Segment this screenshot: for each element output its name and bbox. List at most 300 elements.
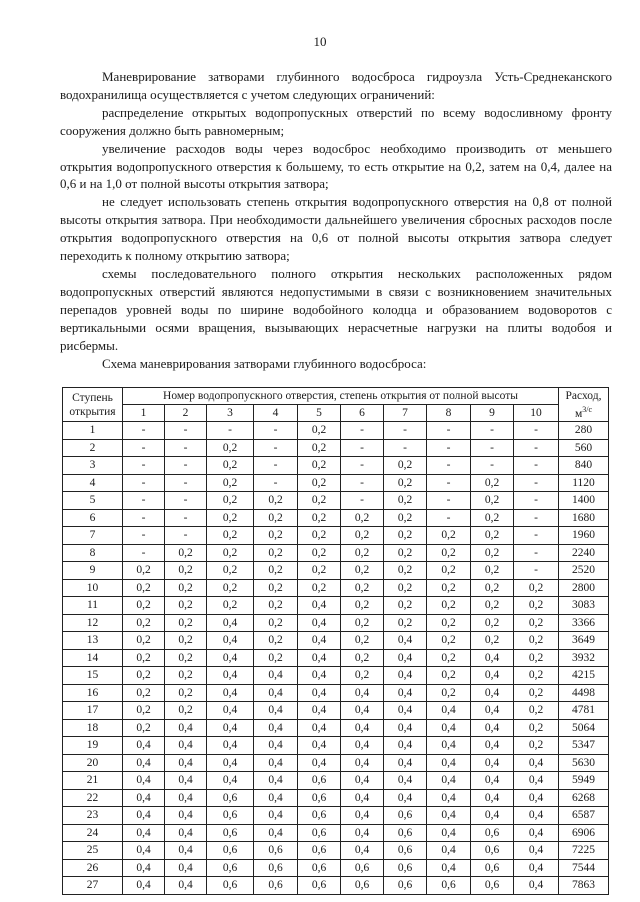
opening-cell: 0,4 [207, 614, 254, 632]
opening-cell: 0,4 [471, 807, 514, 825]
opening-cell: 0,2 [298, 439, 341, 457]
opening-cell: 0,2 [427, 614, 471, 632]
table-caption: Схема маневрирования затворами глубинного водосброса: [102, 355, 427, 371]
opening-cell: 0,2 [165, 579, 207, 597]
header-flow-unit: 3/с [582, 404, 593, 414]
table-row [63, 544, 609, 562]
opening-cell: - [514, 439, 559, 457]
opening-cell: 0,4 [514, 842, 559, 860]
opening-cell: 0,4 [298, 649, 341, 667]
flow-cell: 4781 [559, 702, 609, 720]
opening-cell: 0,4 [123, 807, 165, 825]
header-step: Ступень открытия [63, 388, 123, 422]
opening-cell: - [165, 527, 207, 545]
opening-cell: 0,4 [298, 684, 341, 702]
opening-cell: 0,2 [384, 614, 427, 632]
step-cell: 16 [63, 684, 123, 702]
flow-cell: 7225 [559, 842, 609, 860]
opening-cell: - [341, 474, 384, 492]
opening-cell: 0,4 [165, 719, 207, 737]
opening-cell: 0,2 [384, 597, 427, 615]
step-cell: 27 [63, 877, 123, 895]
opening-cell: 0,2 [514, 579, 559, 597]
opening-cell: 0,2 [341, 544, 384, 562]
step-cell: 17 [63, 702, 123, 720]
opening-cell: 0,2 [165, 649, 207, 667]
opening-cell: - [514, 562, 559, 580]
opening-cell: - [514, 544, 559, 562]
opening-cell: 0,4 [165, 842, 207, 860]
restriction-1: распределение открытых водопропускных отверстий по всему водосливному фронту сооружения должно быть равномерным; [60, 104, 612, 138]
opening-cell: 0,2 [165, 632, 207, 650]
opening-cell: 0,4 [165, 877, 207, 895]
flow-cell: 560 [559, 439, 609, 457]
opening-cell: 0,4 [298, 614, 341, 632]
opening-cell: 0,2 [427, 684, 471, 702]
opening-cell: 0,2 [123, 614, 165, 632]
table-row [63, 807, 609, 825]
opening-cell: 0,2 [298, 492, 341, 510]
opening-cell: 0,6 [384, 807, 427, 825]
opening-cell: 0,2 [514, 702, 559, 720]
opening-cell: 0,4 [471, 754, 514, 772]
opening-cell: - [341, 422, 384, 440]
opening-cell: - [123, 439, 165, 457]
opening-cell: 0,2 [207, 579, 254, 597]
step-cell: 9 [63, 562, 123, 580]
table-row [63, 702, 609, 720]
hole-number-header: 5 [298, 405, 341, 422]
opening-cell: 0,4 [341, 842, 384, 860]
table-row [63, 527, 609, 545]
opening-cell: 0,4 [384, 649, 427, 667]
opening-cell: 0,4 [123, 772, 165, 790]
table-row [63, 649, 609, 667]
opening-cell: 0,2 [254, 614, 298, 632]
opening-cell: 0,2 [207, 492, 254, 510]
opening-cell: 0,2 [514, 684, 559, 702]
flow-cell: 6587 [559, 807, 609, 825]
step-cell: 19 [63, 737, 123, 755]
opening-cell: - [123, 509, 165, 527]
opening-cell: 0,2 [384, 474, 427, 492]
opening-cell: 0,4 [471, 772, 514, 790]
table-row [63, 474, 609, 492]
opening-cell: 0,4 [341, 684, 384, 702]
step-cell: 8 [63, 544, 123, 562]
opening-cell: 0,2 [471, 492, 514, 510]
opening-cell: 0,6 [298, 877, 341, 895]
flow-cell: 1960 [559, 527, 609, 545]
step-cell: 3 [63, 457, 123, 475]
opening-cell: 0,2 [341, 614, 384, 632]
flow-cell: 3932 [559, 649, 609, 667]
opening-cell: 0,2 [427, 544, 471, 562]
opening-cell: 0,2 [427, 597, 471, 615]
opening-cell: - [165, 457, 207, 475]
step-cell: 10 [63, 579, 123, 597]
opening-cell: 0,2 [427, 632, 471, 650]
opening-cell: 0,4 [123, 789, 165, 807]
opening-cell: - [254, 474, 298, 492]
hole-number-header: 3 [207, 405, 254, 422]
opening-cell: 0,2 [207, 439, 254, 457]
opening-cell: 0,4 [165, 859, 207, 877]
flow-cell: 1120 [559, 474, 609, 492]
opening-cell: - [123, 474, 165, 492]
opening-cell: 0,2 [514, 614, 559, 632]
flow-cell: 3083 [559, 597, 609, 615]
opening-cell: - [514, 527, 559, 545]
opening-cell: 0,4 [427, 737, 471, 755]
opening-cell: 0,2 [384, 527, 427, 545]
opening-cell: 0,4 [165, 824, 207, 842]
opening-cell: 0,4 [471, 719, 514, 737]
opening-cell: 0,4 [514, 754, 559, 772]
opening-cell: 0,2 [298, 474, 341, 492]
opening-cell: 0,4 [427, 859, 471, 877]
opening-cell: 0,4 [165, 772, 207, 790]
opening-cell: 0,4 [341, 807, 384, 825]
opening-cell: - [165, 422, 207, 440]
opening-cell: 0,6 [298, 842, 341, 860]
opening-cell: 0,4 [427, 824, 471, 842]
opening-cell: 0,2 [165, 544, 207, 562]
step-cell: 21 [63, 772, 123, 790]
opening-cell: - [207, 422, 254, 440]
flow-cell: 2800 [559, 579, 609, 597]
opening-cell: - [514, 492, 559, 510]
opening-cell: 0,2 [298, 562, 341, 580]
opening-cell: 0,2 [254, 562, 298, 580]
flow-cell: 6906 [559, 824, 609, 842]
hole-number-header: 6 [341, 405, 384, 422]
table-row [63, 509, 609, 527]
opening-cell: 0,4 [384, 667, 427, 685]
opening-cell: 0,4 [123, 824, 165, 842]
step-cell: 24 [63, 824, 123, 842]
opening-cell: 0,6 [254, 877, 298, 895]
opening-cell: 0,2 [207, 597, 254, 615]
opening-cell: 0,4 [298, 754, 341, 772]
opening-cell: - [427, 492, 471, 510]
gate-schema-table [62, 387, 609, 895]
opening-cell: 0,2 [123, 562, 165, 580]
opening-cell: 0,4 [165, 789, 207, 807]
opening-cell: 0,6 [298, 789, 341, 807]
opening-cell: 0,6 [207, 807, 254, 825]
opening-cell: 0,4 [514, 789, 559, 807]
opening-cell: 0,2 [427, 527, 471, 545]
step-cell: 20 [63, 754, 123, 772]
opening-cell: 0,4 [254, 737, 298, 755]
step-cell: 22 [63, 789, 123, 807]
hole-number-header: 1 [123, 405, 165, 422]
opening-cell: 0,6 [384, 824, 427, 842]
opening-cell: 0,4 [471, 667, 514, 685]
hole-number-header: 10 [514, 405, 559, 422]
opening-cell: 0,2 [207, 509, 254, 527]
opening-cell: - [514, 509, 559, 527]
opening-cell: 0,2 [298, 527, 341, 545]
opening-cell: 0,2 [427, 562, 471, 580]
opening-cell: 0,4 [207, 737, 254, 755]
hole-number-row [63, 405, 609, 422]
opening-cell: 0,2 [123, 702, 165, 720]
opening-cell: 0,2 [471, 527, 514, 545]
opening-cell: 0,4 [207, 667, 254, 685]
opening-cell: 0,4 [427, 754, 471, 772]
opening-cell: 0,4 [207, 684, 254, 702]
restriction-3: не следует использовать степень открытия водопропускного отверстия на 0,8 от полной высоты открытия затвора. При необходимости дальнейшего увеличения сбросных расходов после открытия водопропускного отверстия на 0,6 от полной высоты открытия затвора следует переходить к полному открытию затвора; [60, 194, 612, 264]
opening-cell: 0,4 [254, 667, 298, 685]
opening-cell: 0,2 [207, 527, 254, 545]
opening-cell: - [427, 457, 471, 475]
opening-cell: 0,4 [427, 842, 471, 860]
opening-cell: 0,2 [207, 562, 254, 580]
flow-cell: 2520 [559, 562, 609, 580]
opening-cell: 0,4 [514, 807, 559, 825]
opening-cell: 0,2 [514, 632, 559, 650]
step-cell: 1 [63, 422, 123, 440]
table-row [63, 754, 609, 772]
opening-cell: - [254, 439, 298, 457]
opening-cell: 0,2 [254, 544, 298, 562]
step-cell: 18 [63, 719, 123, 737]
hole-number-header: 9 [471, 405, 514, 422]
opening-cell: 0,4 [427, 702, 471, 720]
opening-cell: 0,2 [471, 597, 514, 615]
opening-cell: 0,4 [384, 737, 427, 755]
opening-cell: 0,4 [254, 719, 298, 737]
opening-cell: 0,4 [123, 859, 165, 877]
step-cell: 13 [63, 632, 123, 650]
opening-cell: 0,4 [471, 649, 514, 667]
opening-cell: - [514, 457, 559, 475]
opening-cell: 0,4 [384, 719, 427, 737]
table-row [63, 842, 609, 860]
opening-cell: 0,4 [384, 702, 427, 720]
header-flow [559, 388, 609, 422]
opening-cell: 0,4 [341, 754, 384, 772]
opening-cell: 0,4 [384, 632, 427, 650]
flow-cell: 5630 [559, 754, 609, 772]
flow-cell: 2240 [559, 544, 609, 562]
opening-cell: 0,2 [384, 544, 427, 562]
opening-cell: 0,6 [298, 772, 341, 790]
opening-cell: 0,4 [298, 632, 341, 650]
table-header-row [63, 388, 609, 405]
opening-cell: 0,4 [207, 772, 254, 790]
opening-cell: 0,6 [384, 877, 427, 895]
table-row [63, 562, 609, 580]
opening-cell: 0,6 [471, 859, 514, 877]
opening-cell: 0,2 [165, 667, 207, 685]
flow-cell: 1400 [559, 492, 609, 510]
opening-cell: 0,2 [427, 667, 471, 685]
opening-cell: 0,2 [254, 509, 298, 527]
opening-cell: 0,6 [207, 824, 254, 842]
opening-cell: 0,2 [384, 457, 427, 475]
opening-cell: 0,2 [165, 614, 207, 632]
opening-cell: 0,2 [341, 632, 384, 650]
opening-cell: - [123, 527, 165, 545]
opening-cell: 0,4 [254, 702, 298, 720]
opening-cell: - [514, 474, 559, 492]
header-flow-label: Расход, м [565, 389, 602, 420]
table-row [63, 772, 609, 790]
opening-cell: 0,2 [514, 737, 559, 755]
opening-cell: - [427, 474, 471, 492]
opening-cell: - [427, 509, 471, 527]
opening-cell: - [165, 509, 207, 527]
intro-paragraph: Маневрирование затворами глубинного водосброса гидроузла Усть-Среднеканского водохранилища осуществляется с учетом следующих ограничений: [60, 69, 612, 102]
opening-cell: 0,2 [254, 579, 298, 597]
opening-cell: 0,2 [165, 702, 207, 720]
table-row [63, 579, 609, 597]
opening-cell: 0,4 [207, 649, 254, 667]
flow-cell: 3366 [559, 614, 609, 632]
opening-cell: 0,4 [384, 772, 427, 790]
flow-cell: 5064 [559, 719, 609, 737]
table-row [63, 422, 609, 440]
step-cell: 2 [63, 439, 123, 457]
opening-cell: 0,2 [471, 509, 514, 527]
opening-cell: 0,2 [471, 632, 514, 650]
opening-cell: 0,2 [471, 474, 514, 492]
opening-cell: 0,4 [341, 702, 384, 720]
opening-cell: 0,2 [165, 597, 207, 615]
opening-cell: - [384, 439, 427, 457]
opening-cell: 0,4 [471, 702, 514, 720]
opening-cell: - [471, 457, 514, 475]
hole-number-header: 7 [384, 405, 427, 422]
opening-cell: 0,2 [514, 719, 559, 737]
opening-cell: - [341, 492, 384, 510]
opening-cell: 0,2 [254, 632, 298, 650]
opening-cell: 0,4 [298, 702, 341, 720]
table-row [63, 684, 609, 702]
table-row [63, 859, 609, 877]
opening-cell: 0,4 [341, 719, 384, 737]
opening-cell: 0,2 [341, 562, 384, 580]
opening-cell: 0,6 [427, 877, 471, 895]
opening-cell: 0,2 [254, 492, 298, 510]
opening-cell: 0,2 [207, 457, 254, 475]
restriction-4: схемы последовательного полного открытия нескольких расположенных рядом водопропускных отверстий являются недопустимыми в связи с возникновением значительных перепадов уровней воды по ширине водобойного колодца и образованием водоворотов с вертикальными осями вращения, вызывающих нерасчетные нагрузки на плиты водобоя и рисбермы. [60, 265, 612, 353]
opening-cell: 0,4 [384, 789, 427, 807]
opening-cell: 0,4 [341, 737, 384, 755]
opening-cell: 0,2 [384, 562, 427, 580]
flow-cell: 280 [559, 422, 609, 440]
opening-cell: 0,4 [427, 789, 471, 807]
hole-number-header: 8 [427, 405, 471, 422]
opening-cell: 0,2 [254, 597, 298, 615]
opening-cell: 0,4 [341, 824, 384, 842]
opening-cell: 0,2 [341, 667, 384, 685]
page-number: 10 [313, 34, 327, 49]
opening-cell: 0,6 [298, 859, 341, 877]
opening-cell: 0,6 [471, 877, 514, 895]
opening-cell: 0,4 [165, 754, 207, 772]
opening-cell: 0,4 [254, 754, 298, 772]
opening-cell: - [471, 439, 514, 457]
opening-cell: 0,4 [254, 807, 298, 825]
opening-cell: 0,4 [298, 667, 341, 685]
opening-cell: 0,2 [254, 527, 298, 545]
flow-cell: 840 [559, 457, 609, 475]
opening-cell: - [341, 457, 384, 475]
opening-cell: 0,4 [384, 684, 427, 702]
table-row [63, 824, 609, 842]
opening-cell: - [427, 439, 471, 457]
opening-cell: 0,4 [254, 824, 298, 842]
opening-cell: - [123, 544, 165, 562]
opening-cell: 0,2 [165, 562, 207, 580]
opening-cell: 0,4 [427, 807, 471, 825]
opening-cell: 0,4 [123, 754, 165, 772]
opening-cell: 0,6 [207, 842, 254, 860]
step-cell: 7 [63, 527, 123, 545]
opening-cell: 0,4 [514, 877, 559, 895]
table-row [63, 457, 609, 475]
opening-cell: 0,2 [207, 544, 254, 562]
opening-cell: 0,2 [298, 579, 341, 597]
opening-cell: 0,4 [471, 737, 514, 755]
opening-cell: 0,2 [123, 719, 165, 737]
step-cell: 11 [63, 597, 123, 615]
table-row [63, 737, 609, 755]
opening-cell: 0,2 [471, 614, 514, 632]
flow-cell: 4498 [559, 684, 609, 702]
opening-cell: 0,6 [341, 877, 384, 895]
opening-cell: - [165, 439, 207, 457]
opening-cell: 0,2 [341, 579, 384, 597]
opening-cell: 0,2 [514, 597, 559, 615]
table-row [63, 877, 609, 895]
opening-cell: 0,6 [384, 842, 427, 860]
opening-cell: 0,2 [123, 579, 165, 597]
opening-cell: 0,4 [165, 807, 207, 825]
table-body [63, 422, 609, 895]
opening-cell: 0,4 [207, 632, 254, 650]
step-cell: 5 [63, 492, 123, 510]
opening-cell: 0,4 [165, 737, 207, 755]
step-cell: 25 [63, 842, 123, 860]
table-row [63, 719, 609, 737]
opening-cell: - [123, 422, 165, 440]
opening-cell: - [471, 422, 514, 440]
opening-cell: 0,2 [341, 597, 384, 615]
opening-cell: 0,6 [254, 859, 298, 877]
opening-cell: 0,2 [298, 544, 341, 562]
opening-cell: 0,2 [123, 632, 165, 650]
step-cell: 23 [63, 807, 123, 825]
opening-cell: 0,4 [341, 772, 384, 790]
opening-cell: 0,6 [298, 807, 341, 825]
opening-cell: 0,4 [471, 789, 514, 807]
opening-cell: 0,2 [207, 474, 254, 492]
table-row [63, 614, 609, 632]
opening-cell: 0,4 [254, 789, 298, 807]
step-cell: 12 [63, 614, 123, 632]
flow-cell: 1680 [559, 509, 609, 527]
opening-cell: 0,2 [384, 492, 427, 510]
body-text [60, 68, 612, 372]
opening-cell: 0,4 [298, 737, 341, 755]
table-row [63, 597, 609, 615]
opening-cell: 0,6 [254, 842, 298, 860]
